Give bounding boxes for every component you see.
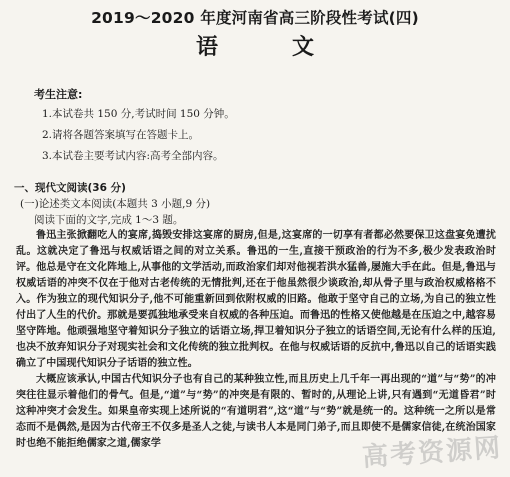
notice-item: 1.本试卷共 150 分,考试时间 150 分钟。 <box>42 108 235 120</box>
section-title: 一、现代文阅读(36 分) <box>14 182 126 194</box>
reading-instruction: 阅读下面的文字,完成 1～3 题。 <box>34 214 184 226</box>
passage-paragraph: 鲁迅主张掀翻吃人的宴席,捣毁安排这宴席的厨房,但是,这宴席的一切享有者都必然要保卫这盘宴免遭扰乱。这就决定了鲁迅与权威话语之间的对立关系。鲁迅的一生,直接干预政治的行为不多,极少发表政治时评。他总是守在文化阵地上,从事他的文学活动,而政治家们却对他视若洪水猛兽,屡施大手在此。但是,鲁迅与权威话语的冲突不仅在于他对古老传统的无情批判,还在于他虽然很少谈政治,却从骨子里与政治权威格格不入。作为独立的现代知识分子,他不可能重新回到依附权威的旧路。他敢于坚守自己的立场,为自己的独立性付出了人生的代价。那就是要孤独地承受来自权威的各种压迫。而鲁迅的性格又使他越是在压迫之中,越容易坚守阵地。他顽强地坚守着知识分子独立的话语立场,捍卫着知识分子独立的话语空间,无论有什么样的压迫,也决不放弃知识分子对现实社会和文化传统的独立批判权。在他与权威话语的反抗中,鲁迅以自己的话语实践确立了中国现代知识分子话语的独立性。 <box>16 230 496 369</box>
passage-paragraph: 大概应该承认,中国古代知识分子也有自己的某种独立性,而且历史上几千年一再出现的“道”与“势”的冲突往往显示着他们的骨气。但是,“道”与“势”的冲突是有限的、暂时的,从理论上讲,只有遇到“无道昏君”时这种冲突才会发生。如果皇帝实现上述所说的“有道明君”,这“道”与“势”就是统一的。这种统一之所以是常态而不是偶然,是因为古代帝王不仅多是圣人之徒,与读书人本是同门弟子,而且即使不是儒家信徒,在统治国家时也绝不能拒绝儒家之道,儒家学 <box>16 374 496 449</box>
subject-title: 语 文 <box>195 35 340 60</box>
subsection-title: (一)论述类文本阅读(本题共 3 小题,9 分) <box>20 198 211 210</box>
notice-list <box>42 104 235 167</box>
watermark-logo: 高考资源网 <box>361 433 504 473</box>
exam-title: 2019～2020 年度河南省高三阶段性考试(四) <box>91 9 419 27</box>
notice-item: 2.请将各题答案填写在答题卡上。 <box>42 129 200 141</box>
notice-title: 考生注意: <box>34 88 83 101</box>
notice-item: 3.本试卷主要考试内容:高考全部内容。 <box>42 150 224 162</box>
passage-body <box>16 228 496 452</box>
